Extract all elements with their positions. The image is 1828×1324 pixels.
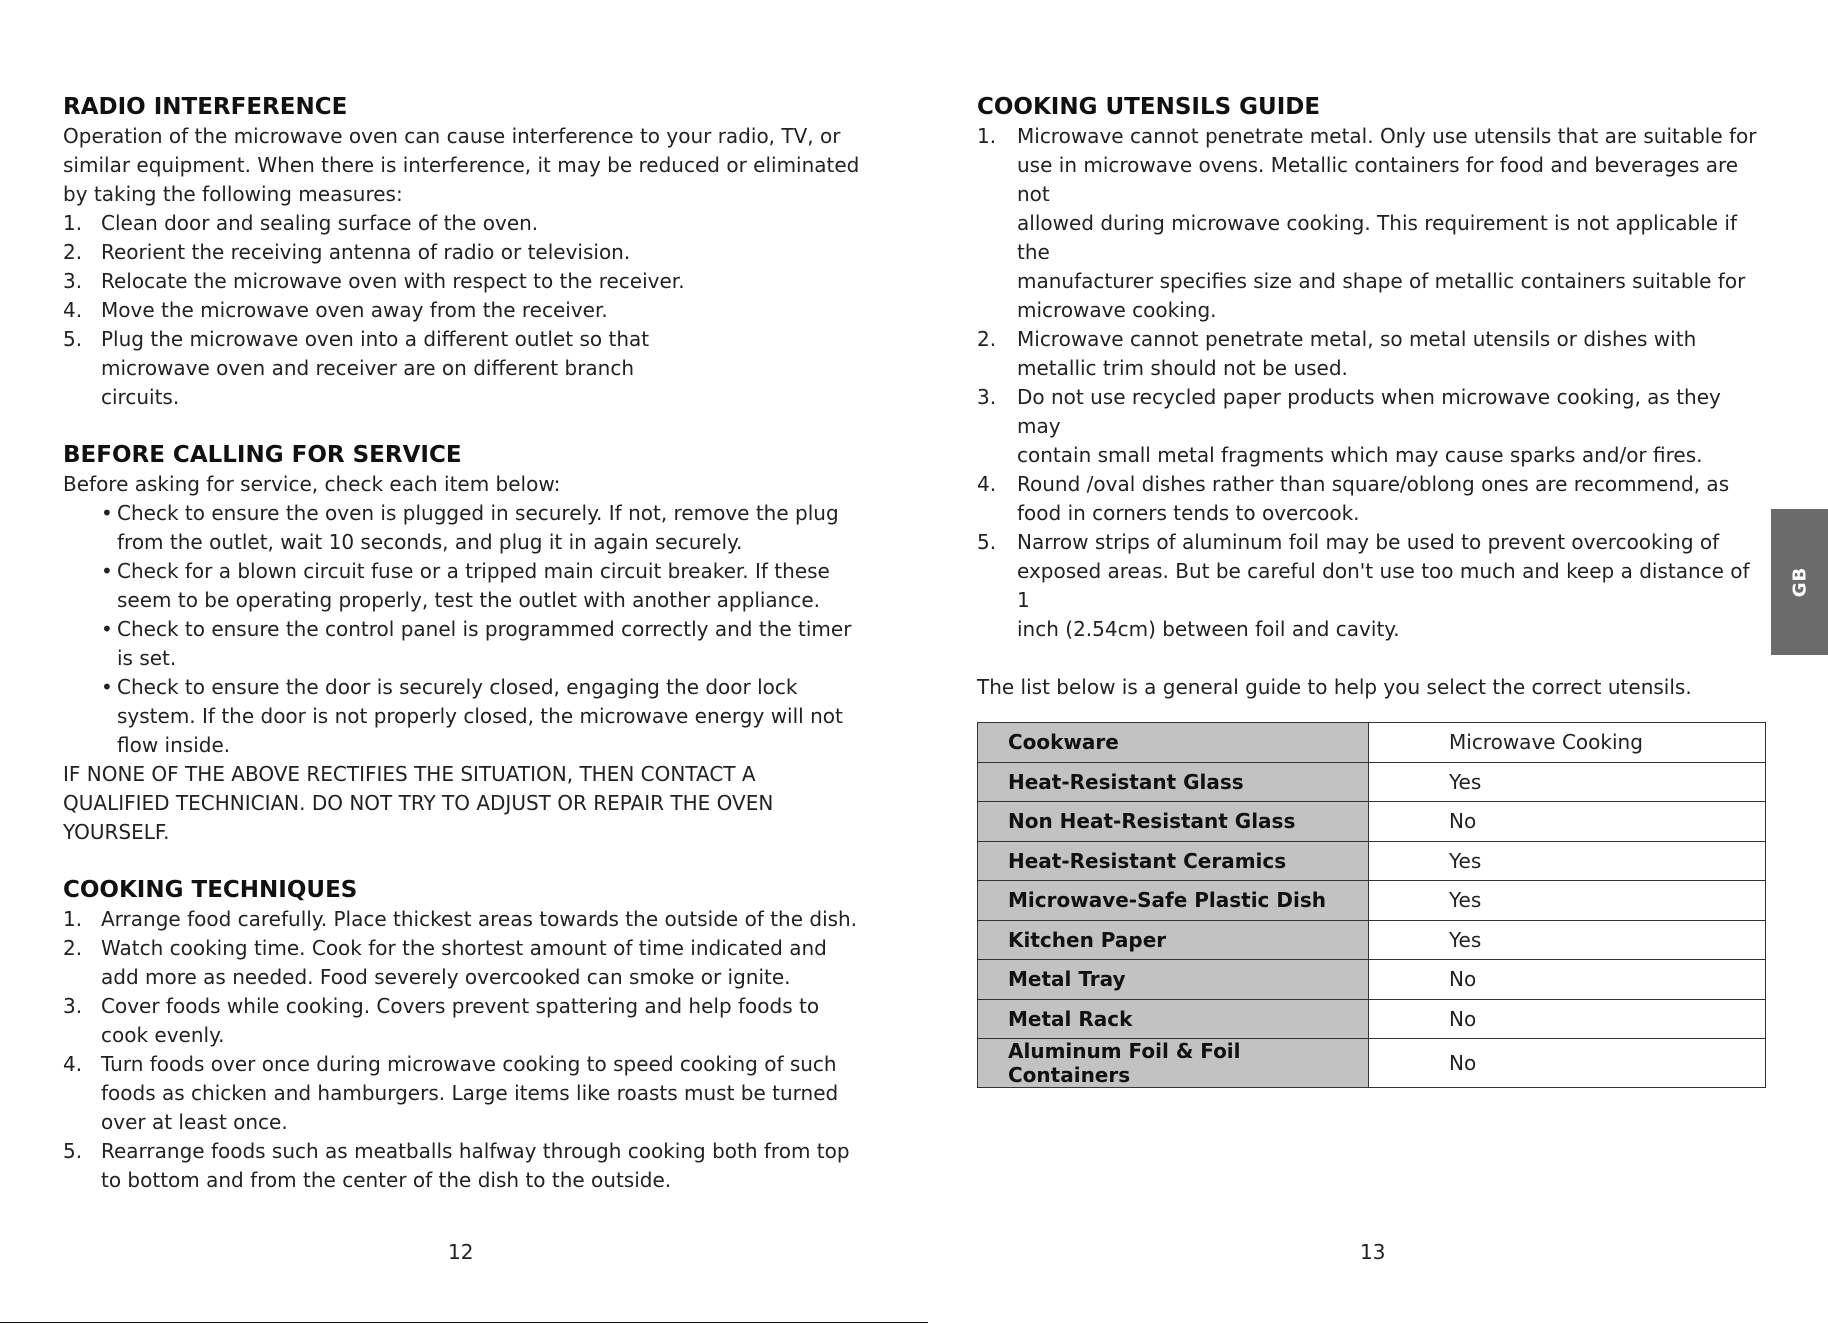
list-item: [977, 470, 1767, 528]
item-text: Turn foods over once during microwave cooking to speed cooking of such: [101, 1052, 837, 1076]
table-cell-value: Yes: [1369, 881, 1766, 921]
item-number: 4.: [63, 298, 83, 322]
language-tab: [1771, 509, 1828, 655]
before-calling-service-heading: BEFORE CALLING FOR SERVICE: [63, 442, 462, 468]
item-text: circuits.: [101, 385, 180, 409]
table-row: [978, 1039, 1766, 1088]
item-text: system. If the door is not properly closed, the microwave energy will not: [117, 704, 843, 728]
table-row: [978, 999, 1766, 1039]
list-item: [977, 122, 1767, 325]
list-item: [63, 1137, 863, 1195]
list-item: [63, 325, 863, 412]
table-cell-cookware: Heat-Resistant Glass: [978, 762, 1369, 802]
item-number: 1.: [63, 907, 83, 931]
item-number: 2.: [977, 327, 997, 351]
item-text: Rearrange foods such as meatballs halfway through cooking both from top: [101, 1139, 850, 1163]
item-text: Plug the microwave oven into a different outlet so that: [101, 327, 650, 351]
item-text: cook evenly.: [101, 1023, 225, 1047]
item-number: 2.: [63, 936, 83, 960]
item-text: seem to be operating properly, test the outlet with another appliance.: [117, 588, 821, 612]
cooking-utensils-heading: COOKING UTENSILS GUIDE: [977, 94, 1321, 120]
page-number-left: 12: [448, 1240, 474, 1264]
radio-interference-intro: [63, 122, 863, 209]
table-cell-value: No: [1369, 960, 1766, 1000]
item-text: Microwave cannot penetrate metal. Only use utensils that are suitable for: [1017, 124, 1757, 148]
item-text: food in corners tends to overcook.: [1017, 501, 1360, 525]
item-text: add more as needed. Food severely overcooked can smoke or ignite.: [101, 965, 791, 989]
item-text: Do not use recycled paper products when microwave cooking, as they may: [1017, 385, 1721, 438]
table-row: [978, 762, 1766, 802]
list-item: [63, 238, 863, 267]
item-text: to bottom and from the center of the dish to the outside.: [101, 1168, 672, 1192]
table-row: [978, 841, 1766, 881]
item-text: use in microwave ovens. Metallic containers for food and beverages are not: [1017, 153, 1739, 206]
list-item: [63, 267, 863, 296]
item-text: Check for a blown circuit fuse or a tripped main circuit breaker. If these: [117, 559, 830, 583]
list-item: [977, 528, 1767, 644]
item-text: exposed areas. But be careful don't use too much and keep a distance of 1: [1017, 559, 1750, 612]
text-line: by taking the following measures:: [63, 182, 403, 206]
list-item: [101, 615, 863, 673]
item-text: microwave cooking.: [1017, 298, 1217, 322]
table-cell-value: No: [1369, 999, 1766, 1039]
list-item: [63, 1050, 863, 1137]
table-cell-value: Yes: [1369, 841, 1766, 881]
item-text: Check to ensure the control panel is programmed correctly and the timer: [117, 617, 852, 641]
page-bottom-rule: [0, 1322, 928, 1323]
item-text: over at least once.: [101, 1110, 288, 1134]
item-number: 5.: [977, 530, 997, 554]
table-cell-cookware: Aluminum Foil & Foil Containers: [978, 1039, 1369, 1088]
text-line: Operation of the microwave oven can cause interference to your radio, TV, or: [63, 124, 841, 148]
list-item: [977, 325, 1767, 383]
item-number: 4.: [63, 1052, 83, 1076]
table-cell-cookware: Microwave-Safe Plastic Dish: [978, 881, 1369, 921]
list-item: [63, 992, 863, 1050]
radio-measures-list: [63, 209, 863, 412]
table-cell-cookware: Heat-Resistant Ceramics: [978, 841, 1369, 881]
radio-interference-heading: RADIO INTERFERENCE: [63, 94, 348, 120]
right-page: [977, 93, 1767, 1088]
left-page: [63, 93, 863, 1195]
table-cell-value: No: [1369, 802, 1766, 842]
cooking-techniques-list: [63, 905, 863, 1195]
text-line: IF NONE OF THE ABOVE RECTIFIES THE SITUATION, THEN CONTACT A: [63, 762, 756, 786]
list-item: [101, 557, 863, 615]
item-text: metallic trim should not be used.: [1017, 356, 1348, 380]
service-checklist: [63, 499, 863, 760]
item-text: Round /oval dishes rather than square/oblong ones are recommend, as: [1017, 472, 1730, 496]
item-text: foods as chicken and hamburgers. Large items like roasts must be turned: [101, 1081, 839, 1105]
table-cell-cookware: Kitchen Paper: [978, 920, 1369, 960]
item-text: from the outlet, wait 10 seconds, and plug it in again securely.: [117, 530, 743, 554]
table-row: [978, 960, 1766, 1000]
item-number: 2.: [63, 240, 83, 264]
table-header-microwave-cooking: Microwave Cooking: [1369, 723, 1766, 763]
table-cell-cookware: Metal Rack: [978, 999, 1369, 1039]
utensils-table: [977, 722, 1766, 1088]
page-number-right: 13: [1360, 1240, 1386, 1264]
item-number: 1.: [977, 124, 997, 148]
bullet-icon: •: [101, 675, 113, 699]
table-cell-cookware: Non Heat-Resistant Glass: [978, 802, 1369, 842]
item-text: inch (2.54cm) between foil and cavity.: [1017, 617, 1400, 641]
list-item: [977, 383, 1767, 470]
table-header-row: [978, 723, 1766, 763]
bullet-icon: •: [101, 559, 113, 583]
text-line: QUALIFIED TECHNICIAN. DO NOT TRY TO ADJUST OR REPAIR THE OVEN: [63, 791, 774, 815]
table-cell-value: No: [1369, 1039, 1766, 1088]
item-text: manufacturer specifies size and shape of metallic containers suitable for: [1017, 269, 1746, 293]
item-text: Check to ensure the door is securely closed, engaging the door lock: [117, 675, 798, 699]
list-item: [101, 499, 863, 557]
list-item: [63, 934, 863, 992]
item-text: Arrange food carefully. Place thickest areas towards the outside of the dish.: [101, 907, 858, 931]
table-cell-value: Yes: [1369, 920, 1766, 960]
item-text: is set.: [117, 646, 177, 670]
item-number: 3.: [977, 385, 997, 409]
item-text: Check to ensure the oven is plugged in securely. If not, remove the plug: [117, 501, 839, 525]
table-cell-value: Yes: [1369, 762, 1766, 802]
list-item: [101, 673, 863, 760]
item-text: Relocate the microwave oven with respect to the receiver.: [101, 269, 685, 293]
table-row: [978, 920, 1766, 960]
item-text: allowed during microwave cooking. This requirement is not applicable if the: [1017, 211, 1738, 264]
list-item: [63, 209, 863, 238]
service-warning: [63, 760, 863, 847]
text-line: similar equipment. When there is interference, it may be reduced or eliminated: [63, 153, 860, 177]
item-text: Narrow strips of aluminum foil may be used to prevent overcooking of: [1017, 530, 1720, 554]
item-text: Watch cooking time. Cook for the shortest amount of time indicated and: [101, 936, 827, 960]
table-row: [978, 881, 1766, 921]
table-header-cookware: Cookware: [978, 723, 1369, 763]
item-text: flow inside.: [117, 733, 231, 757]
text-line: YOURSELF.: [63, 820, 170, 844]
cooking-utensils-list: [977, 122, 1767, 644]
item-text: Clean door and sealing surface of the oven.: [101, 211, 539, 235]
table-cell-cookware: Metal Tray: [978, 960, 1369, 1000]
item-number: 3.: [63, 994, 83, 1018]
service-intro: Before asking for service, check each item below:: [63, 472, 561, 496]
list-item: [63, 296, 863, 325]
item-number: 5.: [63, 1139, 83, 1163]
bullet-icon: •: [101, 501, 113, 525]
item-text: Microwave cannot penetrate metal, so metal utensils or dishes with: [1017, 327, 1697, 351]
item-text: Move the microwave oven away from the receiver.: [101, 298, 608, 322]
cooking-techniques-heading: COOKING TECHNIQUES: [63, 877, 358, 903]
item-number: 3.: [63, 269, 83, 293]
item-number: 5.: [63, 327, 83, 351]
item-text: Cover foods while cooking. Covers prevent spattering and help foods to: [101, 994, 820, 1018]
bullet-icon: •: [101, 617, 113, 641]
list-item: [63, 905, 863, 934]
language-tab-label: GB: [1789, 566, 1810, 598]
utensils-guide-intro: The list below is a general guide to help you select the correct utensils.: [977, 675, 1692, 699]
item-text: Reorient the receiving antenna of radio or television.: [101, 240, 631, 264]
item-text: contain small metal fragments which may cause sparks and/or fires.: [1017, 443, 1703, 467]
table-row: [978, 802, 1766, 842]
item-number: 4.: [977, 472, 997, 496]
item-number: 1.: [63, 211, 83, 235]
item-text: microwave oven and receiver are on different branch: [101, 356, 635, 380]
